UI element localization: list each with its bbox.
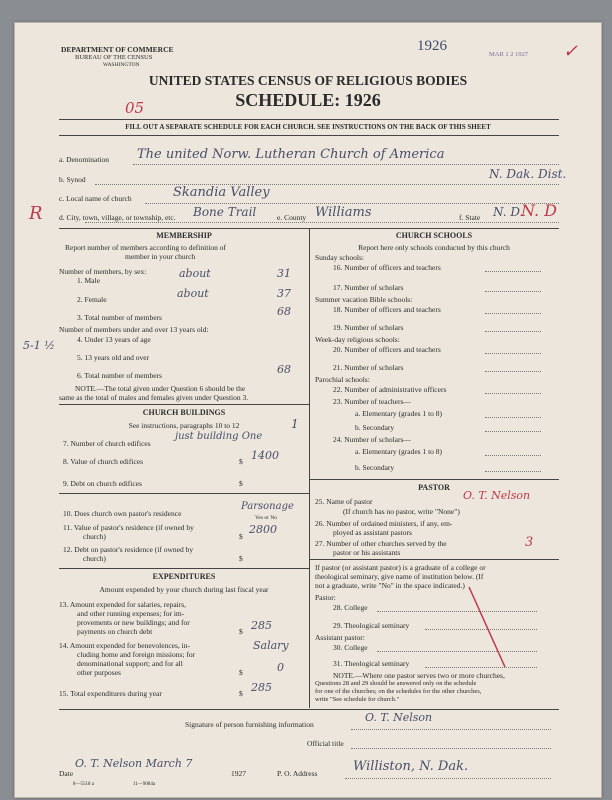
q8-value[interactable]: 1400 (251, 449, 279, 462)
pastor-note-2: Questions 28 and 29 should be answered only on the schedule (315, 680, 477, 687)
form-code: 8—5518 a (73, 782, 94, 787)
q25-label: 25. Name of pastor (315, 497, 373, 506)
red-number: 05 (125, 99, 145, 117)
q7-label: 7. Number of church edifices (63, 439, 151, 448)
census-schedule-sheet (14, 22, 602, 798)
red-state-mark: N. D (521, 201, 557, 220)
q10-label: 10. Does church own pastor's residence (63, 509, 182, 518)
date-stamp: MAR 1 2 1927 (489, 51, 529, 58)
q27-label-a: 27. Number of other churches served by the (315, 539, 447, 548)
q14-value[interactable]: 0 (277, 661, 284, 674)
buildings-sub: See instructions, paragraphs 10 to 12 (128, 421, 240, 430)
q14-hand: Salary (253, 639, 289, 652)
address-value[interactable]: Williston, N. Dak. (353, 759, 469, 774)
pastor-note-4: write "See schedule for church." (315, 696, 400, 703)
q10-options: Yes or No (255, 515, 278, 521)
denomination-value[interactable]: The united Norw. Lutheran Church of America (137, 147, 445, 162)
membership-note2: same as the total of males and females given under Question 3. (59, 393, 249, 402)
city-label: WASHINGTON (103, 62, 140, 68)
q5-label: 5. 13 years old and over (77, 353, 150, 362)
form-schedule: SCHEDULE: 1926 (235, 90, 381, 110)
q1-label: 1. Male (77, 276, 100, 285)
q13-value[interactable]: 285 (251, 619, 272, 632)
date-value[interactable]: O. T. Nelson March 7 (75, 757, 193, 770)
grad-text-1: If pastor (or assistant pastor) is a graduate of a college or (315, 563, 486, 572)
q12-label-b: church) (83, 554, 106, 563)
q23a-label: a. Elementary (grades 1 to 8) (355, 409, 443, 418)
q31-label: 31. Theological seminary (333, 659, 410, 668)
q24a-label: a. Elementary (grades 1 to 8) (355, 447, 443, 456)
q1-value[interactable]: 31 (277, 267, 291, 280)
q11-label-b: church) (83, 532, 106, 541)
check-mark: ✓ (563, 41, 579, 62)
q15-value[interactable]: 285 (251, 681, 272, 694)
expenditures-title: EXPENDITURES (152, 572, 216, 581)
age-intro: Number of members under and over 13 years old: (59, 325, 209, 334)
q16-label: 16. Number of officers and teachers (333, 263, 441, 272)
pastor-note-1: NOTE.—Where one pastor serves two or more churches, (333, 671, 505, 680)
state-label: f. State (459, 213, 481, 222)
schools-sub: Report here only schools conducted by this church (358, 243, 510, 252)
q1-hand: about (179, 267, 211, 280)
q3-value[interactable]: 68 (277, 305, 291, 318)
red-strike-line (465, 583, 515, 673)
q7-number: 1 (291, 417, 299, 431)
q15-dollar: $ (239, 689, 243, 698)
dept-label: DEPARTMENT OF COMMERCE (61, 45, 174, 54)
pastor-label: Pastor: (315, 593, 336, 602)
county-value[interactable]: Williams (315, 205, 372, 220)
q8-label: 8. Value of church edifices (63, 457, 144, 466)
q13-label-b: and other running expenses; for im- (77, 609, 185, 618)
q7-value[interactable]: just building One (175, 431, 263, 442)
q25-value[interactable]: O. T. Nelson (463, 489, 531, 502)
q19-label: 19. Number of scholars (333, 323, 404, 332)
q12-dollar: $ (239, 554, 243, 563)
q30-label: 30. College (333, 643, 368, 652)
q2-value[interactable]: 37 (277, 287, 291, 300)
q20-label: 20. Number of officers and teachers (333, 345, 441, 354)
official-title-label: Official title (307, 739, 344, 748)
year-stamp: 1926 (417, 38, 447, 54)
q13-dollar: $ (239, 627, 243, 636)
q4-label: 4. Under 13 years of age (77, 335, 151, 344)
margin-r-mark: R (29, 203, 43, 224)
signature-value[interactable]: O. T. Nelson (365, 711, 433, 724)
asst-pastor-label: Assistant pastor: (315, 633, 365, 642)
bureau-label: BUREAU OF THE CENSUS (75, 54, 153, 61)
q27-value[interactable]: 3 (525, 535, 534, 550)
signature-label: Signature of person furnishing information (185, 720, 314, 729)
q29-label: 29. Theological seminary (333, 621, 410, 630)
q13-label-d: payments on church debt (77, 627, 153, 636)
county-label: e. County (277, 213, 307, 222)
city-value[interactable]: Bone Trail (193, 205, 257, 219)
q21-label: 21. Number of scholars (333, 363, 404, 372)
weekday-label: Week-day religious schools: (315, 335, 400, 344)
q24b-label: b. Secondary (355, 463, 395, 472)
q22-label: 22. Number of administrative officers (333, 385, 447, 394)
pastor-title: PASTOR (418, 483, 450, 492)
q27-label-b: pastor or his assistants (333, 548, 401, 557)
state-value[interactable]: N. D. (493, 205, 524, 219)
q24-label: 24. Number of scholars— (333, 435, 411, 444)
pastor-note-3: for one of the churches; on the schedules for the other churches, (315, 688, 482, 695)
synod-label: b. Synod (59, 175, 86, 184)
q13-label-a: 13. Amount expended for salaries, repairs, (59, 600, 187, 609)
q23-label: 23. Number of teachers— (333, 397, 411, 406)
q13-label-c: provements or new buildings; and for (77, 618, 190, 627)
q14-label-d: other purposes (77, 668, 121, 677)
q14-label-b: cluding home and foreign missions; for (77, 650, 196, 659)
q14-label-c: denominational support; and for all (77, 659, 183, 668)
q25-note: (If church has no pastor, write "None") (343, 507, 460, 516)
q3-label: 3. Total number of members (77, 313, 162, 322)
local-name-value[interactable]: Skandia Valley (173, 185, 270, 200)
local-name-label: c. Local name of church (59, 194, 132, 203)
q2-label: 2. Female (77, 295, 107, 304)
q11-label-a: 11. Value of pastor's residence (if owned by (63, 523, 194, 532)
q26-label-a: 26. Number of ordained ministers, if any, em- (315, 519, 453, 528)
parochial-label: Parochial schools: (315, 375, 370, 384)
date-label: Date (59, 769, 74, 778)
form-title: UNITED STATES CENSUS OF RELIGIOUS BODIES (148, 73, 468, 88)
q9-dollar: $ (239, 479, 243, 488)
q14-label-a: 14. Amount expended for benevolences, in- (59, 641, 191, 650)
denomination-label: a. Denomination (59, 155, 109, 164)
membership-sub2: member in your church (125, 252, 196, 261)
synod-value[interactable]: N. Dak. Dist. (489, 167, 567, 181)
membership-sub1: Report number of members according to definition of (65, 243, 226, 252)
date-year: 1927 (231, 769, 246, 778)
q14-dollar: $ (239, 668, 243, 677)
membership-title: MEMBERSHIP (156, 231, 212, 240)
q8-dollar: $ (239, 457, 243, 466)
summer-label: Summer vacation Bible schools: (315, 295, 413, 304)
q18-label: 18. Number of officers and teachers (333, 305, 441, 314)
q15-label: 15. Total expenditures during year (59, 689, 162, 698)
q26-label-b: ployed as assistant pastors (333, 528, 412, 537)
q28-label: 28. College (333, 603, 368, 612)
q9-label: 9. Debt on church edifices (63, 479, 142, 488)
expenditures-sub: Amount expended by your church during last fiscal year (99, 585, 269, 594)
q6-value[interactable]: 68 (277, 363, 291, 376)
q6-label: 6. Total number of members (77, 371, 162, 380)
grad-text-2: theological seminary, give name of institution below. (If (315, 572, 484, 581)
q17-label: 17. Number of scholars (333, 283, 404, 292)
grad-text-3: not a graduate, write "No" in the space indicated.) (315, 581, 465, 590)
q11-value[interactable]: 2800 (249, 523, 277, 536)
buildings-title: CHURCH BUILDINGS (142, 408, 226, 417)
q12-label-a: 12. Debt on pastor's residence (if owned by (63, 545, 194, 554)
address-label: P. O. Address (277, 769, 318, 778)
sunday-label: Sunday schools: (315, 253, 364, 262)
city-label-field: d. City, town, village, or township, etc. (59, 213, 176, 222)
q11-dollar: $ (239, 532, 243, 541)
schools-title: CHURCH SCHOOLS (395, 231, 473, 240)
form-code-2: 11—9084a (133, 782, 156, 787)
by-sex-label: Number of members, by sex: (59, 267, 147, 276)
q10-value[interactable]: Parsonage (241, 501, 294, 512)
q2-hand: about (177, 287, 209, 300)
margin-note: 5-1 ½ (23, 339, 55, 352)
q23b-label: b. Secondary (355, 423, 395, 432)
instruction-line: FILL OUT A SEPARATE SCHEDULE FOR EACH CHURCH. SEE INSTRUCTIONS ON THE BACK OF THIS SHEET (125, 123, 491, 131)
membership-note1: NOTE.—The total given under Question 6 should be the (75, 384, 246, 393)
